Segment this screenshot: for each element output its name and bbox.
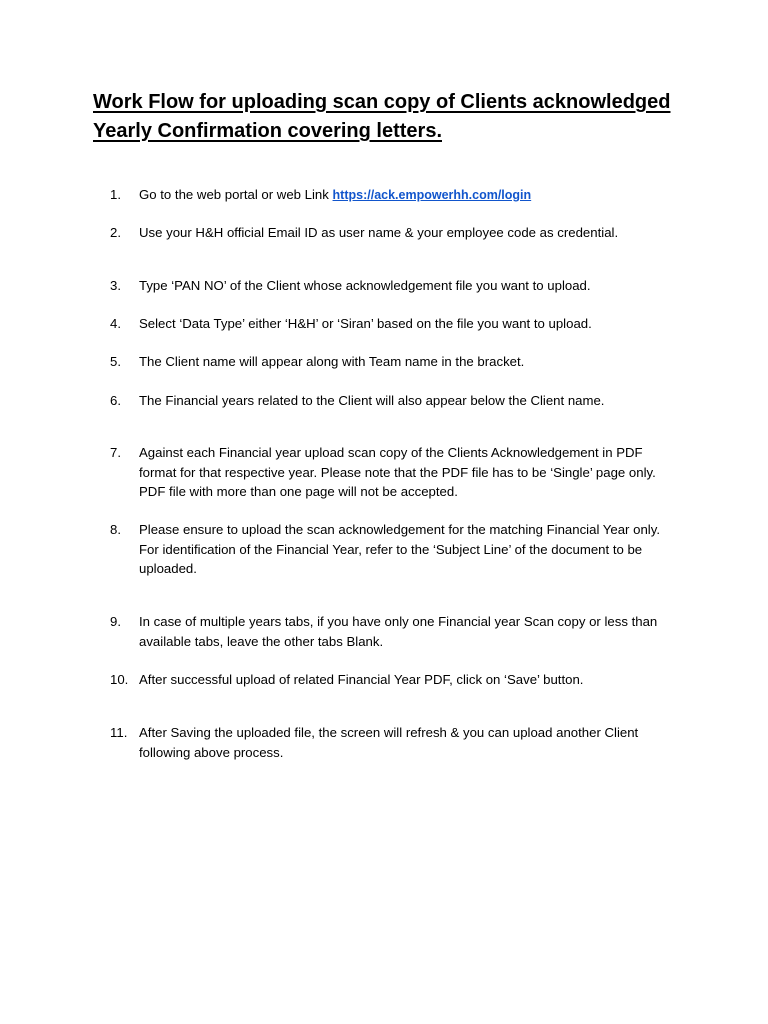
step-text: The Financial years related to the Client will also appear below the Client name. [139,393,605,408]
workflow-step-11 [110,723,670,762]
step-text: The Client name will appear along with Team name in the bracket. [139,354,525,369]
workflow-step-8 [110,520,670,579]
document-title-line-1: Work Flow for uploading scan copy of Clients acknowledged [93,91,671,113]
document-title [93,88,693,146]
step-number: 1. [110,187,121,202]
step-number: 6. [110,393,121,408]
step-text-container [139,185,670,206]
step-number: 5. [110,354,121,369]
step-number: 2. [110,225,121,240]
step-text: Type ‘PAN NO’ of the Client whose acknowledgement file you want to upload. [139,278,591,293]
step-text: Please ensure to upload the scan acknowledgement for the matching Financial Year only. For identification of the Financial Year, refer to the ‘Subject Line’ of the document to be uploaded. [139,522,660,576]
workflow-step-7 [110,443,670,502]
workflow-step-5 [110,352,670,372]
workflow-step-4 [110,314,670,334]
step-number: 3. [110,278,121,293]
step-number: 10. [110,672,129,687]
workflow-step-3 [110,276,670,296]
workflow-step-10 [110,670,670,690]
workflow-step-6 [110,391,670,411]
workflow-step-1 [110,185,670,206]
step-text: After Saving the uploaded file, the screen will refresh & you can upload another Client following above process. [139,725,639,760]
step-text: In case of multiple years tabs, if you have only one Financial year Scan copy or less than available tabs, leave the other tabs Blank. [139,614,658,649]
step-number: 11. [110,725,128,740]
step-text: Go to the web portal or web Link [139,187,333,202]
step-number: 9. [110,614,121,629]
workflow-step-9 [110,612,670,651]
web-portal-link[interactable]: https://ack.empowerhh.com/login [332,188,532,202]
step-number: 8. [110,522,121,537]
step-text: Against each Financial year upload scan copy of the Clients Acknowledgement in PDF format for that respective year. Please note that the PDF file has to be ‘Single’ page only. PDF file with more than one page will not be accepted. [139,445,656,499]
step-text: Select ‘Data Type’ either ‘H&H’ or ‘Siran’ based on the file you want to upload. [139,316,592,331]
step-text: Use your H&H official Email ID as user name & your employee code as credential. [139,225,619,240]
step-number: 7. [110,445,121,460]
workflow-step-2 [110,223,670,243]
step-text: After successful upload of related Financial Year PDF, click on ‘Save’ button. [139,672,584,687]
step-number: 4. [110,316,121,331]
document-title-line-2: Yearly Confirmation covering letters. [93,120,442,142]
